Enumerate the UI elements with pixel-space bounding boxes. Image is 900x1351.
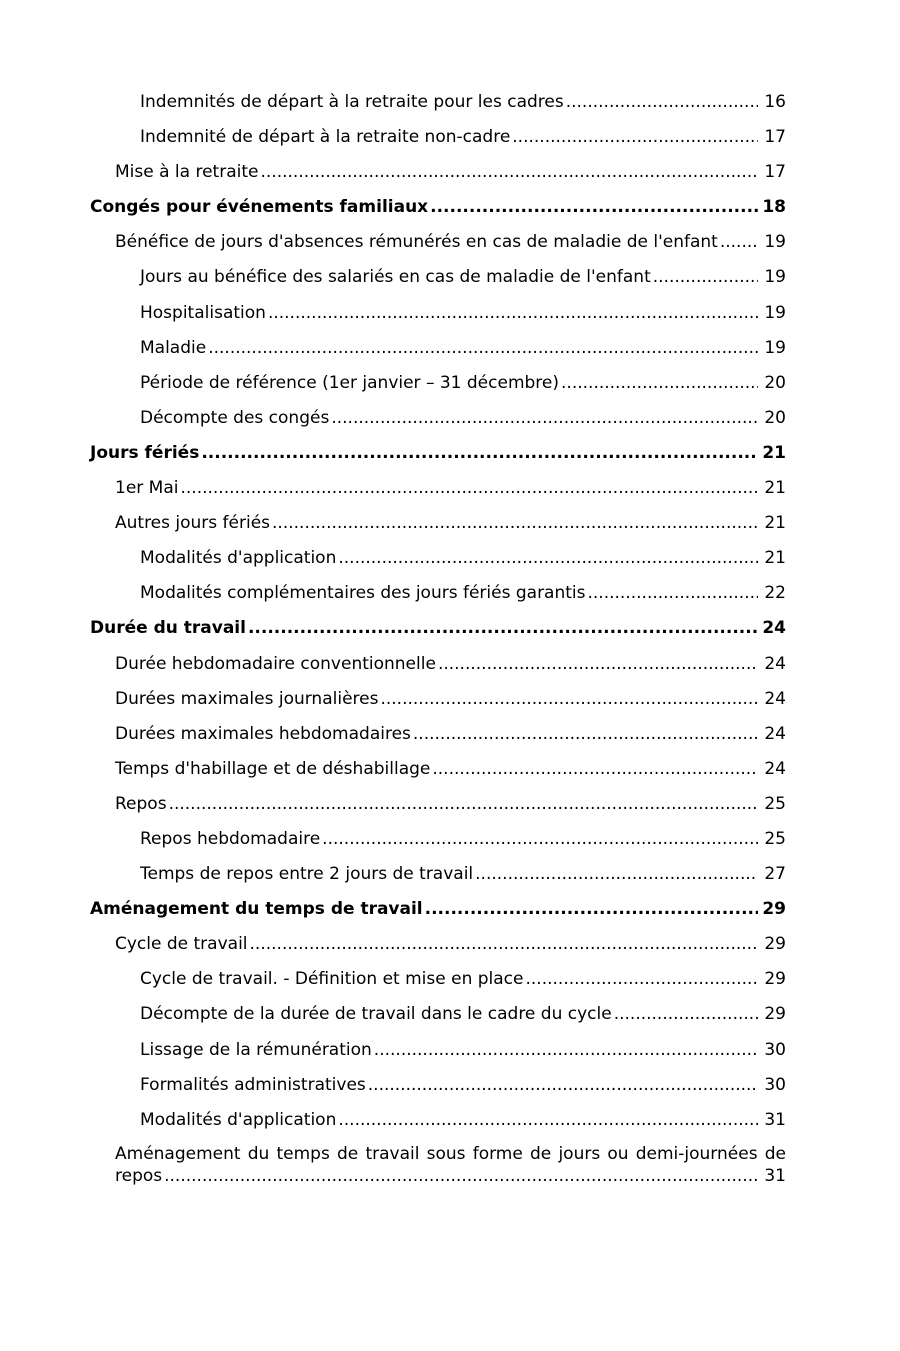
toc-entry-label: Mise à la retraite — [115, 162, 259, 183]
toc-entry-2[interactable] — [90, 123, 786, 158]
toc-entry-label: Modalités d'application — [140, 1109, 337, 1130]
toc-entry-label: Décompte des congés — [140, 407, 330, 428]
toc-dot-leader — [413, 720, 758, 748]
toc-entry-11[interactable] — [90, 439, 786, 474]
toc-entry-15[interactable] — [90, 579, 786, 614]
toc-page-number: 21 — [764, 548, 786, 569]
toc-page-number: 27 — [764, 864, 786, 885]
toc-entry-21[interactable] — [90, 790, 786, 825]
toc-entry-label: Bénéfice de jours d'absences rémunérés en cas de maladie de l'enfant — [115, 232, 718, 253]
toc-page-number: 24 — [764, 723, 786, 744]
table-of-contents — [90, 88, 786, 1187]
toc-entry-10[interactable] — [90, 404, 786, 439]
toc-entry-12[interactable] — [90, 474, 786, 509]
toc-page-number: 29 — [764, 969, 786, 990]
toc-entry-label: Jours fériés — [90, 442, 200, 463]
toc-entry-label: Durée du travail — [90, 618, 246, 639]
toc-dot-leader — [438, 650, 758, 678]
toc-entry-13[interactable] — [90, 509, 786, 544]
toc-dot-leader — [208, 334, 758, 362]
toc-entry-4[interactable] — [90, 193, 786, 228]
toc-entry-label: Indemnités de départ à la retraite pour les cadres — [140, 92, 564, 112]
toc-dot-leader — [368, 1071, 759, 1099]
toc-page-number: 31 — [764, 1165, 786, 1186]
toc-entry-28[interactable] — [90, 1036, 786, 1071]
toc-entry-label: Décompte de la durée de travail dans le cadre du cycle — [140, 1004, 612, 1025]
toc-entry-label: Maladie — [140, 337, 207, 358]
toc-dot-leader — [272, 509, 758, 537]
toc-dot-leader — [588, 579, 759, 607]
toc-page-number: 19 — [764, 337, 786, 358]
toc-entry-label: Temps de repos entre 2 jours de travail — [140, 864, 474, 885]
toc-dot-leader — [331, 404, 758, 432]
toc-page-number: 24 — [764, 758, 786, 779]
toc-page-number: 19 — [764, 232, 786, 253]
toc-entry-label: Indemnité de départ à la retraite non-cadre — [140, 127, 511, 148]
toc-entry-label: Hospitalisation — [140, 302, 266, 323]
toc-entry-label: Durées maximales journalières — [115, 688, 379, 709]
toc-dot-leader — [201, 439, 758, 467]
toc-entry-16[interactable] — [90, 614, 786, 649]
toc-dot-leader — [338, 544, 758, 572]
toc-dot-leader — [260, 158, 758, 186]
toc-entry-30[interactable] — [90, 1106, 786, 1141]
toc-entry-label: Autres jours fériés — [115, 513, 271, 534]
toc-entry-8[interactable] — [90, 334, 786, 369]
toc-entry-19[interactable] — [90, 720, 786, 755]
toc-dot-leader — [338, 1106, 758, 1134]
toc-page-number: 29 — [764, 934, 786, 955]
toc-dot-leader — [169, 790, 759, 818]
toc-entry-label: Congés pour événements familiaux — [90, 197, 429, 218]
toc-entry-27[interactable] — [90, 1000, 786, 1035]
toc-entry-14[interactable] — [90, 544, 786, 579]
toc-entry-24[interactable] — [90, 895, 786, 930]
toc-entry-label: Repos hebdomadaire — [140, 828, 321, 849]
toc-entry-26[interactable] — [90, 965, 786, 1000]
toc-page-number: 17 — [764, 127, 786, 148]
toc-dot-leader — [566, 88, 759, 116]
toc-dot-leader — [561, 369, 758, 397]
toc-entry-label: Durée hebdomadaire conventionnelle — [115, 653, 436, 674]
toc-entry-label: Cycle de travail. - Définition et mise en place — [140, 969, 524, 990]
toc-entry-20[interactable] — [90, 755, 786, 790]
toc-entry-continuation — [115, 1165, 786, 1187]
toc-page-number: 30 — [764, 1074, 786, 1095]
toc-page-number: 25 — [764, 828, 786, 849]
toc-entry-label: Formalités administratives — [140, 1074, 366, 1095]
toc-dot-leader — [180, 474, 758, 502]
toc-page-number: 30 — [764, 1039, 786, 1060]
toc-page-number: 21 — [764, 513, 786, 534]
toc-page-number: 19 — [764, 267, 786, 288]
toc-page-number: 22 — [764, 583, 786, 604]
toc-entry[interactable] — [90, 1143, 786, 1187]
toc-entry-label: Aménagement du temps de travail sous forme de jours ou demi-journées de — [115, 1143, 786, 1164]
toc-dot-leader — [526, 965, 759, 993]
toc-entry-25[interactable] — [90, 930, 786, 965]
toc-dot-leader — [164, 1165, 758, 1187]
toc-entry-17[interactable] — [90, 650, 786, 685]
toc-dot-leader — [268, 299, 758, 327]
toc-page-number: 19 — [764, 302, 786, 323]
toc-page-number: 29 — [764, 1004, 786, 1025]
toc-page-number: 17 — [764, 162, 786, 183]
toc-page-number: 21 — [762, 442, 786, 463]
toc-entry-label: Jours au bénéfice des salariés en cas de maladie de l'enfant — [140, 267, 651, 288]
toc-dot-leader — [380, 685, 758, 713]
toc-dot-leader — [432, 755, 758, 783]
toc-entry-18[interactable] — [90, 685, 786, 720]
toc-entry-label: Temps d'habillage et de déshabillage — [115, 758, 431, 779]
toc-dot-leader — [512, 123, 758, 151]
toc-dot-leader — [430, 193, 758, 221]
toc-entry-label: Aménagement du temps de travail — [90, 899, 423, 920]
toc-dot-leader — [425, 895, 759, 923]
toc-page-number: 20 — [764, 372, 786, 393]
toc-entry-1[interactable] — [90, 88, 786, 123]
toc-entry-label: Lissage de la rémunération — [140, 1039, 372, 1060]
toc-entry-9[interactable] — [90, 369, 786, 404]
toc-dot-leader — [653, 263, 759, 291]
toc-entry-6[interactable] — [90, 263, 786, 298]
toc-dot-leader — [248, 614, 758, 642]
toc-page-number: 24 — [764, 653, 786, 674]
toc-entry-label: Cycle de travail — [115, 934, 248, 955]
toc-dot-leader — [614, 1000, 759, 1028]
toc-page-number: 21 — [764, 478, 786, 499]
toc-page-number: 31 — [764, 1109, 786, 1130]
toc-page-number: 16 — [764, 92, 786, 112]
toc-entry-label: repos — [115, 1165, 163, 1186]
toc-dot-leader — [720, 228, 759, 256]
toc-entry-label: 1er Mai — [115, 478, 179, 499]
toc-page-number: 25 — [764, 793, 786, 814]
toc-entry-label: Repos — [115, 793, 167, 814]
toc-page-number: 24 — [764, 688, 786, 709]
toc-entry-23[interactable] — [90, 860, 786, 895]
toc-entry-29[interactable] — [90, 1071, 786, 1106]
toc-entry-7[interactable] — [90, 299, 786, 334]
toc-entry-label: Modalités complémentaires des jours fériés garantis — [140, 583, 586, 604]
toc-dot-leader — [475, 860, 758, 888]
toc-entry-5[interactable] — [90, 228, 786, 263]
toc-page-number: 20 — [764, 407, 786, 428]
toc-page-number: 18 — [762, 197, 786, 218]
toc-entry-label: Durées maximales hebdomadaires — [115, 723, 411, 744]
toc-page-number: 24 — [762, 618, 786, 639]
toc-dot-leader — [322, 825, 758, 853]
toc-dot-leader — [374, 1036, 759, 1064]
toc-entry-3[interactable] — [90, 158, 786, 193]
toc-page-number: 29 — [762, 899, 786, 920]
toc-entry-label: Période de référence (1er janvier – 31 décembre) — [140, 372, 560, 393]
toc-entry-22[interactable] — [90, 825, 786, 860]
toc-dot-leader — [250, 930, 759, 958]
toc-entry-label: Modalités d'application — [140, 548, 337, 569]
toc-entries — [90, 88, 786, 1141]
